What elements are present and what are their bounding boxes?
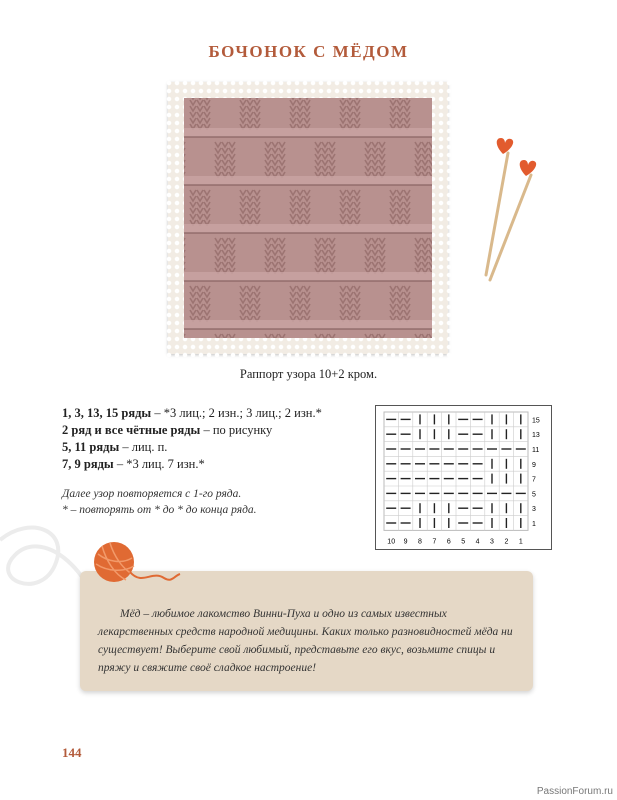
chart-row-label: 15 bbox=[532, 417, 540, 425]
chart-col-label: 5 bbox=[461, 538, 466, 546]
chart-row-label: 5 bbox=[532, 491, 536, 499]
row-instruction bbox=[62, 422, 322, 439]
chart-col-label: 10 bbox=[387, 538, 396, 546]
row-text: – по рисунку bbox=[200, 423, 273, 437]
row-instructions bbox=[62, 405, 322, 473]
knitting-chart-grid bbox=[376, 406, 551, 549]
page-title: БОЧОНОК С МЁДОМ bbox=[208, 42, 409, 61]
knit-pattern-image bbox=[184, 98, 432, 338]
note-text: Мёд – любимое лакомство Винни-Пуха и одно из самых известных лекарственных средств народной медицины. Каких только разновидностей мёда ни существует! Выберите свой любимый, представьте его вкус, возьмите спицы и пряжу и свяжите своё сладкое настроение! bbox=[98, 608, 513, 674]
row-text: – *3 лиц. 7 изн.* bbox=[113, 457, 205, 471]
chart-col-label: 7 bbox=[432, 538, 437, 546]
chart-row-label: 11 bbox=[532, 447, 540, 454]
repeat-notes bbox=[62, 486, 257, 518]
photo-frame bbox=[168, 82, 448, 354]
chart-col-label: 2 bbox=[504, 538, 509, 546]
chart-col-label: 8 bbox=[418, 538, 422, 546]
row-label: 7, 9 ряды bbox=[62, 457, 114, 471]
chart-col-label: 6 bbox=[446, 538, 451, 546]
chart-col-label: 4 bbox=[475, 538, 480, 546]
knitting-chart bbox=[375, 405, 552, 550]
chart-row-label: 9 bbox=[532, 461, 536, 469]
chart-row-label: 3 bbox=[532, 506, 536, 514]
row-text: – *3 лиц.; 2 изн.; 3 лиц.; 2 изн.* bbox=[151, 406, 322, 420]
chart-col-label: 9 bbox=[403, 538, 408, 546]
row-instruction bbox=[62, 439, 322, 456]
watermark: PassionForum.ru bbox=[536, 786, 613, 797]
row-text: – лиц. п. bbox=[119, 440, 168, 454]
chart-col-label: 3 bbox=[490, 538, 494, 546]
chart-row-label: 1 bbox=[532, 521, 536, 528]
knitting-needles-icon bbox=[478, 135, 548, 285]
row-label: 5, 11 ряды bbox=[62, 440, 120, 454]
chart-row-label: 7 bbox=[532, 476, 536, 484]
page-number: 144 bbox=[62, 745, 82, 760]
chart-col-label: 1 bbox=[518, 538, 523, 546]
asterisk-note: * – повторять от * до * до конца ряда. bbox=[62, 504, 257, 516]
row-instruction bbox=[62, 456, 322, 473]
repeat-note: Далее узор повторяется с 1-го ряда. bbox=[62, 488, 242, 500]
knitting-photo bbox=[184, 98, 432, 338]
chart-row-label: 13 bbox=[532, 432, 540, 440]
row-label: 2 ряд и все чётные ряды bbox=[62, 423, 201, 437]
yarn-ball-icon bbox=[92, 540, 182, 600]
row-instruction bbox=[62, 405, 322, 422]
row-label: 1, 3, 13, 15 ряды bbox=[62, 406, 152, 420]
pattern-repeat-caption: Раппорт узора 10+2 кром. bbox=[239, 367, 378, 381]
